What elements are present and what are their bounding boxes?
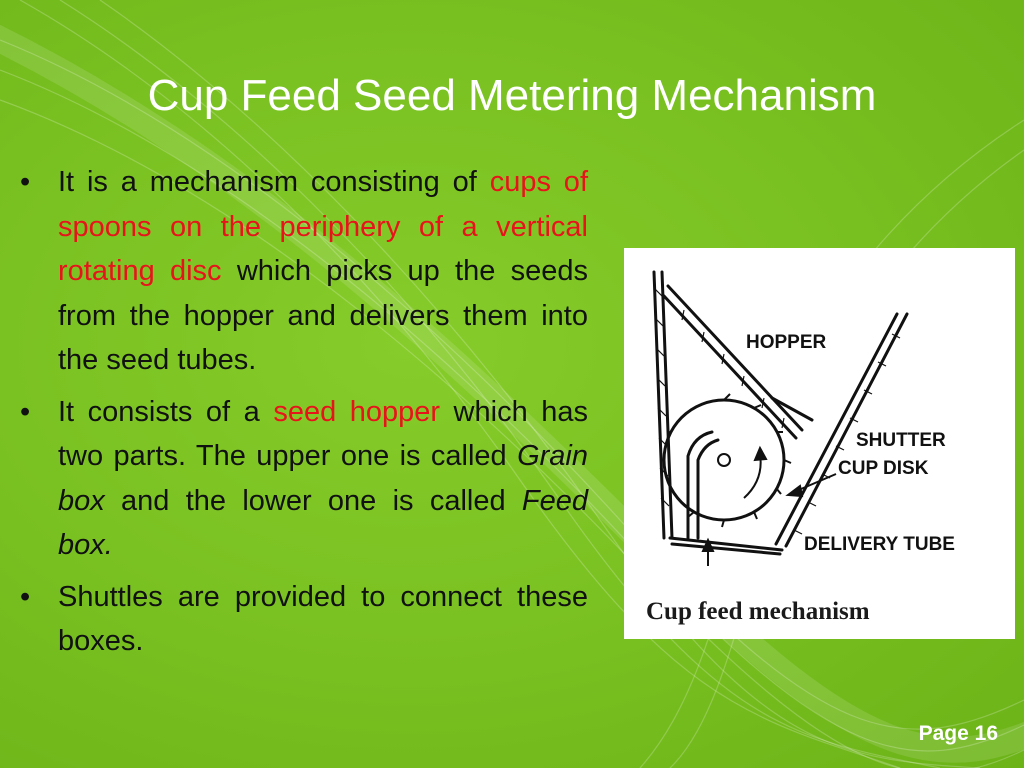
delivery-tube-label: DELIVERY TUBE — [804, 534, 955, 555]
highlight-text: seed hopper — [273, 395, 441, 428]
italic-term: Grain box — [58, 440, 588, 517]
bullet-item — [20, 575, 588, 664]
bullet-marker: • — [20, 395, 31, 428]
page-number: Page 16 — [918, 722, 998, 745]
bullet-text: Shuttles are provided to connect these boxes. — [58, 580, 588, 657]
bullet-marker: • — [20, 166, 31, 198]
bullet-list — [20, 160, 588, 671]
bullet-marker: • — [20, 580, 31, 613]
bullet-text: which picks up the seeds from the hopper and delivers them into the seed tubes. — [58, 255, 588, 376]
shutter-label: SHUTTER — [856, 430, 946, 451]
figure-caption: Cup feed mechanism — [646, 598, 870, 625]
cup-disk-label: CUP DISK — [838, 458, 929, 479]
hopper-label: HOPPER — [746, 332, 827, 353]
rotation-arrow — [744, 448, 766, 498]
bullet-item — [20, 160, 588, 383]
bullet-text: which has two parts. The upper one is called — [58, 395, 588, 472]
delivery-tube — [688, 432, 712, 538]
bullet-text: It is a mechanism consisting of — [58, 166, 490, 198]
bullet-item — [20, 390, 588, 568]
bullet-text: It consists of a — [58, 395, 274, 428]
highlight-text: cups of spoons on the periphery of a vertical rotating disc — [58, 166, 588, 287]
slide-title: Cup Feed Seed Metering Mechanism — [147, 71, 877, 120]
italic-term: Feed box. — [58, 484, 588, 561]
figure-cup-feed-mechanism — [624, 248, 1015, 639]
bullet-text: and the lower one is called — [104, 484, 522, 517]
cup-feed-diagram — [624, 248, 1015, 639]
hopper-slope-wall — [668, 286, 802, 430]
